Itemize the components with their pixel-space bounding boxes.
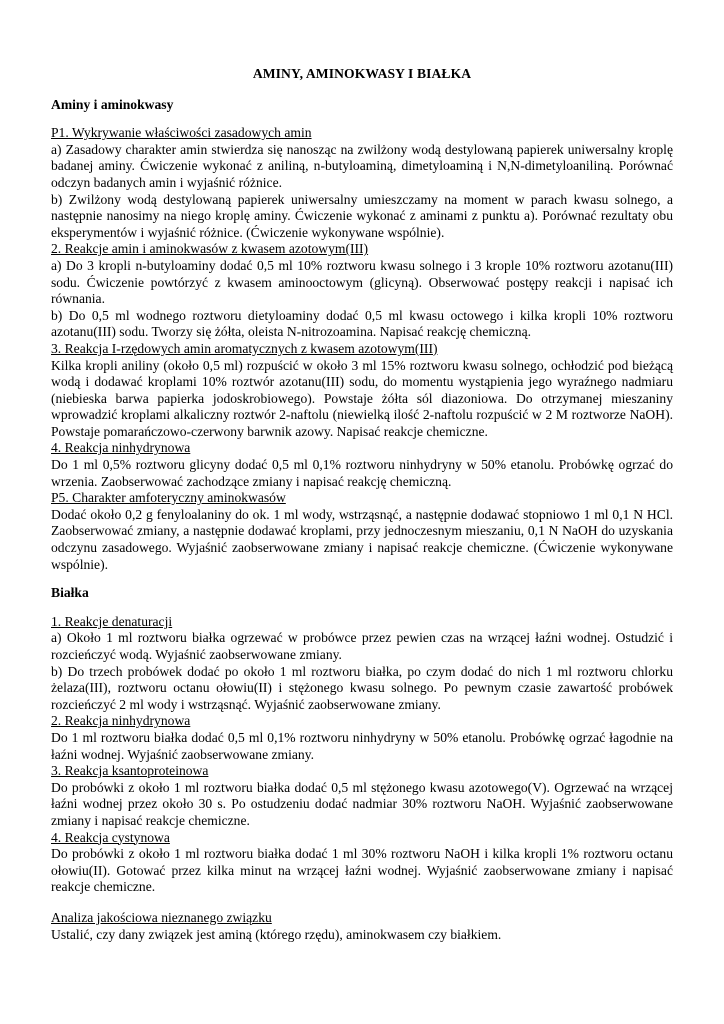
paragraph-2b: b) Do 0,5 ml wodnego roztworu dietyloaminy dodać 0,5 ml kwasu octowego i kilka kropli 10% roztworu azotanu(III) sodu. Tworzy się żółta, oleista N-nitrozoamina. Napisać reakcję chemiczną. bbox=[51, 307, 673, 340]
subsection-heading-4: 4. Reakcja ninhydrynowa bbox=[51, 440, 191, 456]
paragraph-p1a: a) Zasadowy charakter amin stwierdza się nanosząc na zwilżony wodą destylowaną papierek uniwersalny kroplę badanej aminy. Ćwiczenie wykonać z aniliną, n-butyloaminą, dimetyloaminą i N,N-dimetyloaniliną. Porównać odczyn badanych amin i wyjaśnić różnice. bbox=[51, 141, 673, 190]
subsection-heading-p5: P5. Charakter amfoteryczny aminokwasów bbox=[51, 490, 286, 506]
paragraph-p5: Dodać około 0,2 g fenyloalaniny do ok. 1 ml wody, wstrząsnąć, a następnie dodawać stopniowo 1 ml 0,1 N HCl. Zaobserwować zmiany, a następnie dodawać kroplami, przy jednoczesnym mieszaniu, 0,1 N NaOH do uzyskania odczynu zasadowego. Wyjaśnić zaobserwowane zmiany i napisać reakcje chemiczne. (Ćwiczenie wykonywane wspólnie). bbox=[51, 506, 673, 572]
paragraph-4: Do 1 ml 0,5% roztworu glicyny dodać 0,5 ml 0,1% roztworu ninhydryny w 50% etanolu. Probówkę ogrzać do wrzenia. Zaobserwować zachodzące zmiany i napisać reakcję chemiczną. bbox=[51, 457, 673, 489]
paragraph-denaturacja-b: b) Do trzech probówek dodać po około 1 ml roztworu białka, po czym dodać do nich 1 ml roztworu chlorku żelaza(III), roztworu octanu ołowiu(II) i stężonego kwasu solnego. Po pewnym czasie zawartość probówek rozcieńczyć 2 ml wody i wstrząsnąć. Wyjaśnić zaobserwowane zmiany. bbox=[51, 663, 673, 712]
section-heading-aminy: Aminy i aminokwasy bbox=[51, 96, 174, 112]
subsection-heading-cystynowa: 4. Reakcja cystynowa bbox=[51, 829, 170, 845]
subsection-heading-2: 2. Reakcje amin i aminokwasów z kwasem azotowym(III) bbox=[51, 241, 369, 257]
subsection-heading-p1: P1. Wykrywanie właściwości zasadowych amin bbox=[51, 125, 312, 141]
subsection-heading-ninhydrynowa: 2. Reakcja ninhydrynowa bbox=[51, 713, 191, 729]
paragraph-analiza: Ustalić, czy dany związek jest aminą (którego rzędu), aminokwasem czy białkiem. bbox=[51, 926, 502, 942]
section-heading-bialka: Białka bbox=[51, 585, 89, 601]
subsection-heading-ksantoproteinowa: 3. Reakcja ksantoproteinowa bbox=[51, 763, 209, 779]
subsection-heading-3: 3. Reakcja I-rzędowych amin aromatycznych z kwasem azotowym(III) bbox=[51, 340, 438, 356]
subsection-heading-denaturacja: 1. Reakcje denaturacji bbox=[51, 613, 173, 629]
paragraph-ksantoproteinowa: Do probówki z około 1 ml roztworu białka dodać 0,5 ml stężonego kwasu azotowego(V). Ogrzewać na wrzącej łaźni wodnej przez około 30 s. Po ostudzeniu dodać nadmiar 30% roztworu NaOH. Wyjaśnić zaobserwowane zmiany i napisać reakcje chemiczne. bbox=[51, 779, 673, 828]
subsection-heading-analiza: Analiza jakościowa nieznanego związku bbox=[51, 909, 272, 925]
paragraph-ninhydrynowa: Do 1 ml roztworu białka dodać 0,5 ml 0,1% roztworu ninhydryny w 50% etanolu. Probówkę ogrzać łagodnie na łaźni wodnej. Wyjaśnić zaobserwowane zmiany. bbox=[51, 729, 673, 762]
paragraph-cystynowa: Do probówki z około 1 ml roztworu białka dodać 1 ml 30% roztworu NaOH i kilka kropli 1% roztworu octanu ołowiu(II). Gotować przez kilka minut na wrzącej łaźni wodnej. Wyjaśnić zaobserwowane zmiany i napisać reakcje chemiczne. bbox=[51, 846, 673, 895]
document-title: AMINY, AMINOKWASY I BIAŁKA bbox=[252, 66, 472, 81]
paragraph-denaturacja-a: a) Około 1 ml roztworu białka ogrzewać w probówce przez pewien czas na wrzącej łaźni wodnej. Ostudzić i rozcieńczyć wodą. Wyjaśnić zaobserwowane zmiany. bbox=[51, 630, 673, 662]
document-page bbox=[51, 66, 673, 943]
spacer bbox=[51, 896, 673, 910]
paragraph-p1b: b) Zwilżony wodą destylowaną papierek uniwersalny umieszczamy na moment w parach kwasu solnego, a następnie nanosimy na niego kroplę aminy. Ćwiczenie wykonać z aminami z punktu a). Porównać rezultaty obu eksperymentów i wyjaśnić różnice. (Ćwiczenie wykonywane wspólnie). bbox=[51, 191, 673, 240]
paragraph-2a: a) Do 3 kropli n-butyloaminy dodać 0,5 ml 10% roztworu kwasu solnego i 3 krople 10% roztworu azotanu(III) sodu. Ćwiczenie powtórzyć z kwasem aminooctowym (glicyną). Obserwować postępy reakcji i napisać ich równania. bbox=[51, 257, 673, 307]
paragraph-3: Kilka kropli aniliny (około 0,5 ml) rozpuścić w około 3 ml 15% roztworu kwasu solnego, ochłodzić pod bieżącą wodą i dodawać kroplami 10% roztwór azotanu(III) sodu, do momentu wystąpienia jego wyraźnego nadmiaru (niebieska barwa papierka jodoskrobiowego). Powstaje żółta sól diazoniowa. Do otrzymanej mieszaniny wprowadzić kroplami alkaliczny roztwór 2-naftolu (niewielką ilość 2-naftolu rozpuścić w 2 M roztworze NaOH). Powstaje pomarańczowo-czerwony barwnik azowy. Napisać reakcje chemiczne. bbox=[51, 357, 673, 439]
